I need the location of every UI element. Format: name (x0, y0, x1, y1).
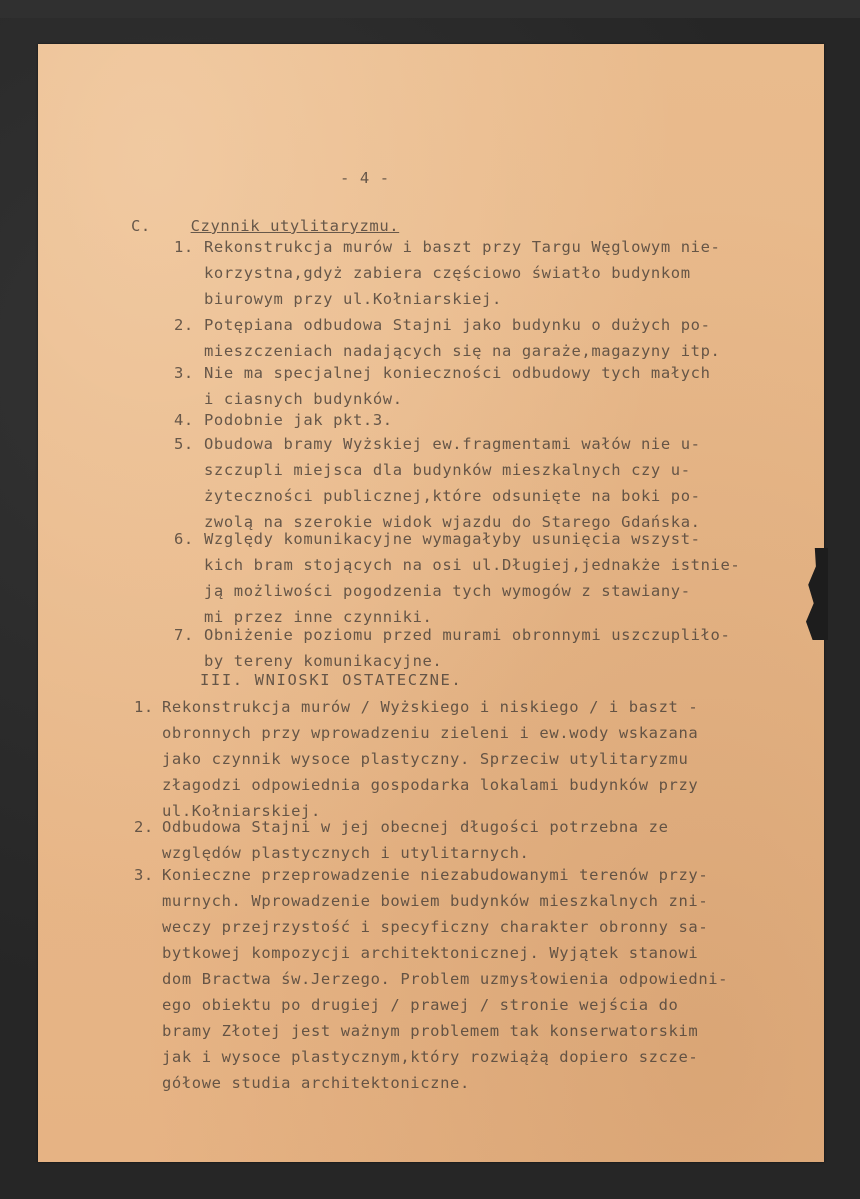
list-item-c4 (174, 407, 734, 433)
page-number: - 4 - (340, 169, 390, 187)
section-iii-heading: III. WNIOSKI OSTATECZNE. (200, 671, 463, 689)
list-item-c6 (174, 526, 754, 630)
list-item-iii3 (134, 862, 734, 1096)
list-item-iii2 (134, 814, 734, 866)
item-text: Rekonstrukcja murów i baszt przy Targu Węglowym nie- korzystna,gdyż zabiera częściowo światło budynkom biurowym przy ul.Kołniarskiej. (204, 238, 721, 308)
list-item-c3 (174, 360, 734, 412)
item-number: 4. (174, 411, 194, 429)
item-text: Nie ma specjalnej konieczności odbudowy tych małych i ciasnych budynków. (204, 364, 711, 408)
item-number: 1. (174, 238, 194, 256)
item-text: Konieczne przeprowadzenie niezabudowanymi terenów przy- murnych. Wprowadzenie bowiem budynków mieszkalnych zni- weczy przejrzystość i specyficzny charakter obronny sa- bytkowej kompozycji architektonicznej. Wyjątek stanowi dom Bractwa św.Jerzego. Problem uzmysłowienia odpowiedni- ego obiektu po drugiej / prawej / stronie wejścia do bramy Złotej jest ważnym problemem tak konserwatorskim jak i wysoce plastycznym,który rozwiążą dopiero szcze- gółowe studia architektoniczne. (162, 866, 729, 1092)
item-number: 1. (134, 698, 154, 716)
item-text: Obniżenie poziomu przed murami obronnymi uszczupliło- by tereny komunikacyjne. (204, 626, 731, 670)
item-number: 2. (174, 316, 194, 334)
item-text: Odbudowa Stajni w jej obecnej długości potrzebna ze względów plastycznych i utylitarnych. (162, 818, 669, 862)
item-number: 2. (134, 818, 154, 836)
list-item-c5 (174, 431, 734, 535)
section-c-title: Czynnik utylitaryzmu. (190, 217, 400, 235)
item-number: 3. (174, 364, 194, 382)
item-text: Podobnie jak pkt.3. (204, 411, 393, 429)
item-number: 6. (174, 530, 194, 548)
list-item-c1 (174, 234, 734, 312)
list-item-c7 (174, 622, 744, 674)
list-item-c2 (174, 312, 734, 364)
item-text: Obudowa bramy Wyżskiej ew.fragmentami wałów nie u- szczupli miejsca dla budynków mieszkalnych czy u- żyteczności publicznej,które odsunięte na boki po- zwolą na szerokie widok wjazdu do Starego Gdańska. (204, 435, 701, 531)
item-number: 3. (134, 866, 154, 884)
item-text: Względy komunikacyjne wymagałyby usunięcia wszyst- kich bram stojących na osi ul.Długiej,jednakże istnie- ją możliwości pogodzenia tych wymogów z stawiany- mi przez inne czynniki. (204, 530, 741, 626)
item-text: Rekonstrukcja murów / Wyżskiego i niskiego / i baszt - obronnych przy wprowadzeniu zieleni i ew.wody wskazana jako czynnik wysoce plastyczny. Sprzeciw utylitaryzmu złagodzi odpowiednia gospodarka lokalami budynków przy ul.Kołniarskiej. (162, 698, 699, 820)
item-number: 7. (174, 626, 194, 644)
item-number: 5. (174, 435, 194, 453)
section-c-letter: C. (131, 217, 151, 235)
list-item-iii1 (134, 694, 734, 824)
item-text: Potępiana odbudowa Stajni jako budynku o dużych po- mieszczeniach nadających się na garaże,magazyny itp. (204, 316, 721, 360)
